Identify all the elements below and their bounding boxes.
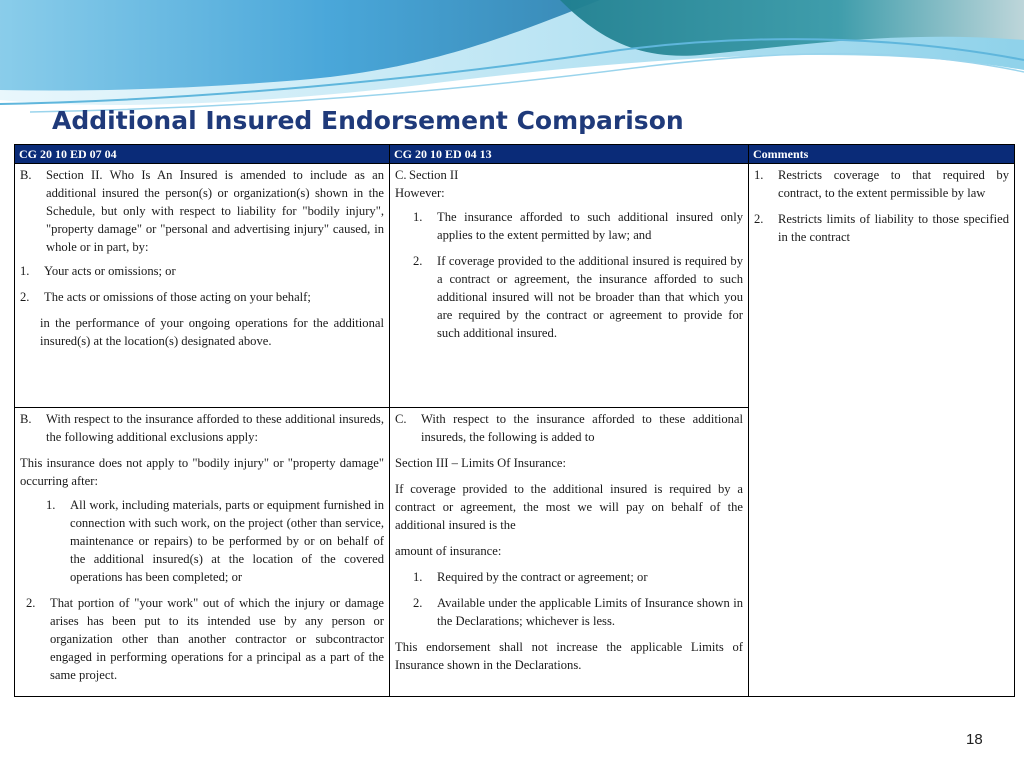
row2-2013-section: Section III – Limits Of Insurance: — [395, 456, 567, 470]
row1-2004-marker: B. — [20, 168, 32, 182]
row2-2013-amount: amount of insurance: — [395, 544, 502, 558]
row2-2013-text: With respect to the insurance afforded to these additional insureds, the following is added to — [421, 412, 743, 444]
list-item: 2. Restricts limits of liability to those specified in the contract — [754, 212, 1009, 244]
list-item: 1. Your acts or omissions; or — [20, 264, 176, 278]
row2-2013-para: If coverage provided to the additional insured is required by a contract or agreement, the most we will pay on behalf of the additional insured is the — [395, 482, 743, 532]
row1-2004-cell — [15, 164, 390, 408]
row1-2004-text: Section II. Who Is An Insured is amended to include as an additional insured the person(s) or organization(s) shown in the Schedule, but only with respect to liability for "bodily injury", "property damage" or "personal and advertising injury" caused, in whole or in part, by: — [46, 168, 384, 254]
comments-cell — [749, 164, 1015, 697]
row2-2013-marker: C. — [395, 412, 407, 426]
table-header-row — [15, 145, 1015, 164]
row1-2013-cell — [390, 164, 749, 408]
list-item: 1. Restricts coverage to that required by contract, to the extent permissible by law — [754, 168, 1009, 200]
row1-2004-closing: in the performance of your ongoing operations for the additional insured(s) at the location(s) designated above. — [40, 316, 384, 348]
row2-2004-text: With respect to the insurance afforded to these additional insureds, the following additional exclusions apply: — [46, 412, 384, 444]
column-header-2013: CG 20 10 ED 04 13 — [390, 145, 749, 164]
list-item: 2. That portion of "your work" out of which the injury or damage arises has been put to its intended use by any person or organization other than another contractor or subcontractor engaged in performing operations for a principal as a part of the same project. — [26, 596, 384, 682]
row1-2013-however: However: — [395, 186, 445, 200]
row2-2013-closing: This endorsement shall not increase the applicable Limits of Insurance shown in the Declarations. — [395, 640, 743, 672]
page-number: 18 — [966, 731, 983, 748]
table-row — [15, 164, 1015, 408]
list-item: 1. All work, including materials, parts or equipment furnished in connection with such work, on the project (other than service, maintenance or repairs) to be performed by or on behalf of the additional insured(s) at the location of the covered operations has been completed; or — [46, 498, 384, 584]
list-item: 1. The insurance afforded to such additional insured only applies to the extent permitted by law; and — [413, 210, 743, 242]
list-item: 2. The acts or omissions of those acting on your behalf; — [20, 290, 311, 304]
list-item: 1. Required by the contract or agreement; or — [413, 570, 648, 584]
comparison-table — [14, 144, 1015, 697]
column-header-2004: CG 20 10 ED 07 04 — [15, 145, 390, 164]
header-wave-banner — [0, 0, 1024, 120]
row2-2004-para: This insurance does not apply to "bodily injury" or "property damage" occurring after: — [20, 456, 384, 488]
slide-title: Additional Insured Endorsement Comparison — [52, 106, 684, 135]
row2-2004-cell — [15, 408, 390, 697]
list-item: 2. Available under the applicable Limits of Insurance shown in the Declarations; whichever is less. — [413, 596, 743, 628]
row1-2013-marker: C. — [395, 168, 407, 182]
row2-2004-marker: B. — [20, 412, 32, 426]
column-header-comments: Comments — [749, 145, 1015, 164]
row2-2013-cell — [390, 408, 749, 697]
list-item: 2. If coverage provided to the additional insured is required by a contract or agreement, the insurance afforded to such additional insured will not be broader than that which you are required by the contract or agreement to provide for such additional insured. — [413, 254, 743, 340]
row1-2013-heading: Section II — [409, 168, 459, 182]
